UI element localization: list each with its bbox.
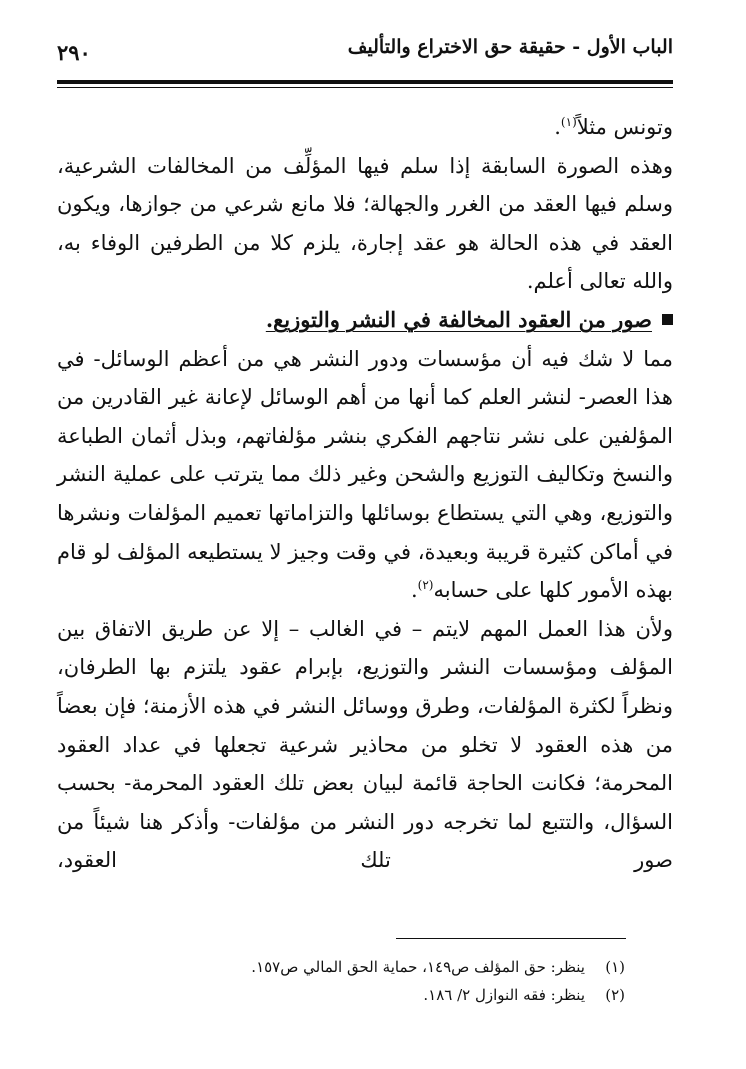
footnote-number: (١) <box>605 958 625 976</box>
section-heading-text: صور من العقود المخالفة في النشر والتوزيع. <box>265 306 652 332</box>
paragraph-publishing-houses-end: . <box>410 578 418 603</box>
paragraph-publishing-houses <box>57 340 673 610</box>
footnote-number: (٢) <box>605 986 625 1004</box>
paragraph-continuation <box>57 108 673 147</box>
footnote-1 <box>251 953 625 981</box>
section-heading <box>57 301 673 340</box>
square-bullet-icon <box>662 314 673 325</box>
running-title: الباب الأول - حقيقة حق الاختراع والتأليف <box>347 36 673 58</box>
paragraph-continuation-end: . <box>554 115 561 139</box>
header-rule-thick <box>57 80 673 84</box>
body-text <box>57 108 673 880</box>
paragraph-permissibility: وهذه الصورة السابقة إذا سلم فيها المؤلِّف من المخالفات الشرعية، وسلم فيها العقد من الغرر والجهالة؛ فلا مانع شرعي من جوازها، ويكون العقد في هذه الحالة هو عقد إجارة، يلزم كلا من الطرفين الوفاء به، والله تعالى أعلم. <box>57 153 673 294</box>
paragraph-contracts: ولأن هذا العمل المهم لايتم – في الغالب – إلا عن طريق الاتفاق بين المؤلف ومؤسسات النشر والتوزيع، بإبرام عقود يلتزم بها الطرفان، ونظراً لكثرة المؤلفات، وطرق ووسائل النشر في هذه الأزمنة؛ فإن بعضاً من هذه العقود لا تخلو من محاذير شرعية تجعلها في عداد العقود المحرمة؛ فكانت الحاجة قائمة لبيان بعض تلك العقود المحرمة- بحسب السؤال، والتتبع لما تخرجه دور النشر من مؤلفات- وأذكر هنا شيئاً من صور تلك العقود، <box>57 616 673 873</box>
footnote-text: ينظر: حق المؤلف ص١٤٩، حماية الحق المالي ص١٥٧. <box>251 958 585 976</box>
paragraph-publishing-houses-text: مما لا شك فيه أن مؤسسات ودور النشر هي من أعظم الوسائل- في هذا العصر- لنشر العلم كما أنها من أهم الوسائل لإعانة غير القادرين من المؤلفين على نشر نتاجهم الفكري بنشر مؤلفاتهم، وبذل أثمان الطباعة والنسخ وتكاليف التوزيع والشحن وغير ذلك مما يترتب على عملية النشر والتوزيع، وهي التي يستطاع بوسائلها والتزاماتها تعميم المؤلفات ونشرها في أماكن كثيرة قريبة وبعيدة، في وقت وجيز لا يستطيعه المؤلف لو قام بهذه الأمور كلها على حسابه <box>57 346 673 603</box>
paragraph-continuation-text: وتونس مثلاً <box>576 115 673 139</box>
footnote-text: ينظر: فقه النوازل ٢/ ١٨٦. <box>423 986 585 1004</box>
footnote-2 <box>251 981 625 1009</box>
header-rule-thin <box>57 87 673 88</box>
footnote-separator <box>396 938 626 939</box>
running-head <box>57 30 673 74</box>
page-number: ٢٩٠ <box>57 40 91 65</box>
footnotes <box>251 953 625 1009</box>
footnote-ref-1: (١) <box>560 115 577 129</box>
footnote-ref-2: (٢) <box>417 578 434 593</box>
